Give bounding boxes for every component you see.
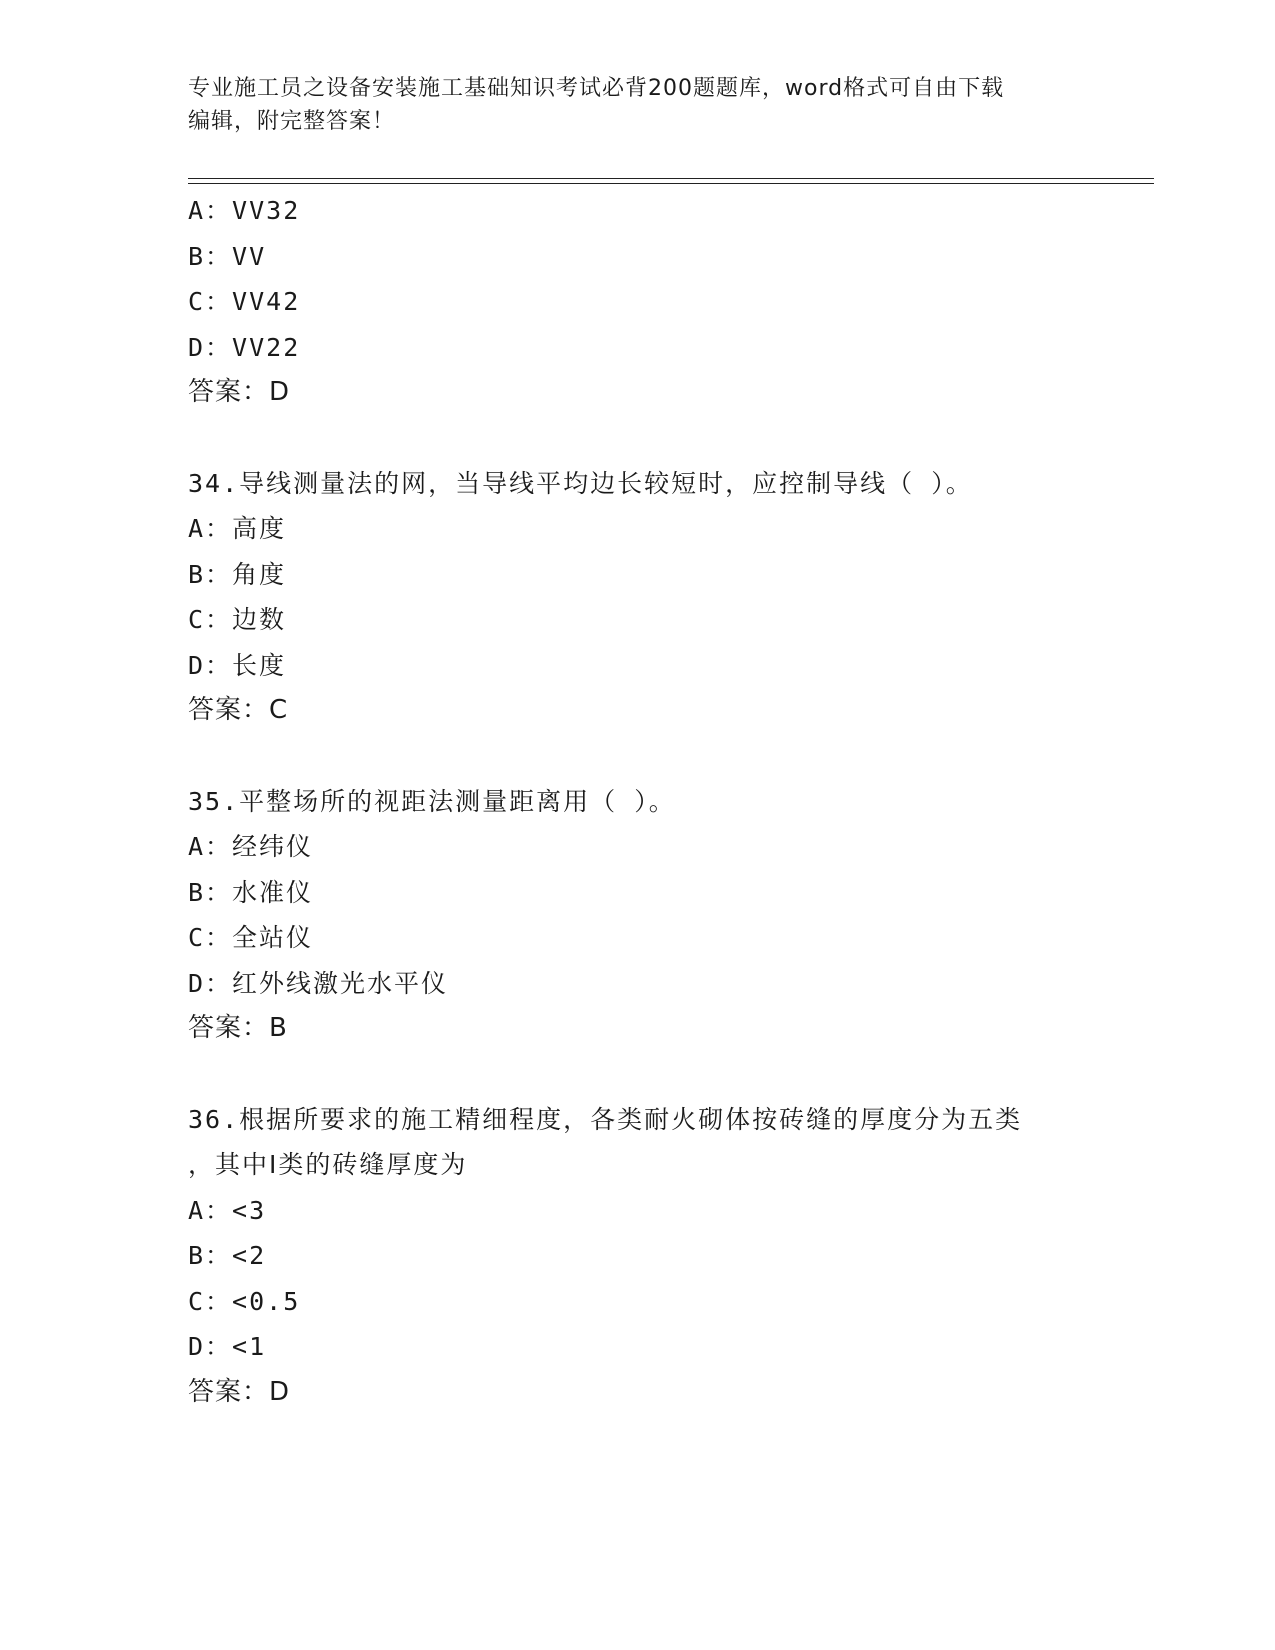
option-a: A：经纬仪 [188,832,314,861]
question-text: 36.根据所要求的施工精细程度，各类耐火砌体按砖缝的厚度分为五类 [188,1104,1023,1134]
option-d: D：红外线激光水平仪 [188,968,449,998]
answer-line: 答案：C [188,695,289,725]
question-block [188,779,1154,1052]
block-spacer [188,1052,1154,1097]
option-b: B：角度 [188,559,287,589]
option-c: C：边数 [188,605,287,634]
option-a: A：VV32 [188,196,301,225]
option-d: D：长度 [188,650,287,680]
answer-line: 答案：B [188,1013,288,1043]
question-block [188,1097,1154,1416]
option-c: C：VV42 [188,287,301,316]
header-rule-bottom [188,183,1154,184]
option-b: B：VV [188,241,267,271]
question-list [188,188,1154,1415]
option-d: D：<1 [188,1332,267,1361]
question-text: 34.导线测量法的网，当导线平均边长较短时，应控制导线（ ）。 [188,468,973,498]
document-header [188,72,1088,138]
header-line-1: 专业施工员之设备安装施工基础知识考试必背200题题库，word格式可自由下载 [188,76,1005,101]
header-rule-top [188,178,1154,179]
header-line-2: 编辑，附完整答案！ [188,109,396,134]
answer-line: 答案：D [188,1376,291,1407]
option-c: C：<0.5 [188,1286,301,1316]
option-a: A：<3 [188,1195,267,1225]
option-b: B：<2 [188,1241,267,1270]
question-text: 35.平整场所的视距法测量距离用（ ）。 [188,786,676,816]
block-spacer [188,734,1154,779]
answer-line: 答案：D [188,377,291,407]
option-a: A：高度 [188,514,287,543]
option-c: C：全站仪 [188,923,314,952]
question-block [188,188,1154,416]
block-spacer [188,416,1154,461]
option-b: B：水准仪 [188,877,314,907]
option-d: D：VV22 [188,332,301,362]
question-text-continued: ，其中Ⅰ类的砖缝厚度为 [188,1150,468,1179]
question-block [188,461,1154,734]
